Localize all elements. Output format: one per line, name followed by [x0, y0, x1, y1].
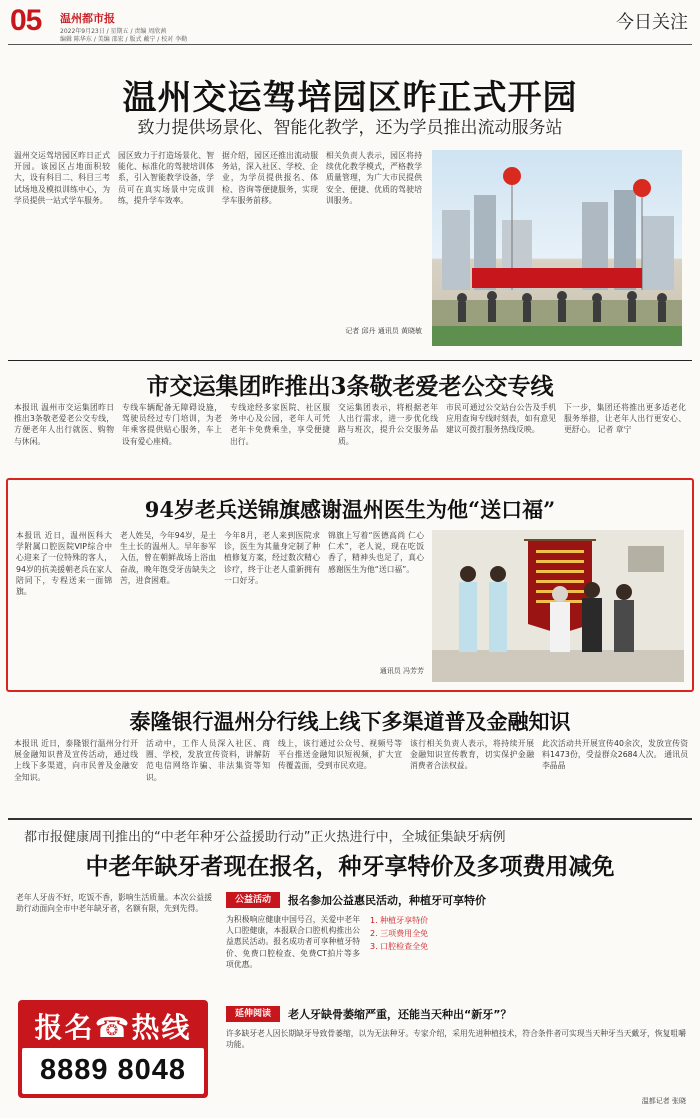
- article1-col-1: 温州交运驾培园区昨日正式开园。该园区占地面积较大，设有科目二、科目三考试场地及模拟训练中心，为学员提供一站式学车服务。: [14, 151, 110, 205]
- article3-col-3: 今年8月，老人来到医院求诊，医生为其量身定制了种植修复方案，经过数次精心诊疗，终于让老人重新拥有一口好牙。: [224, 531, 320, 585]
- hotline-box: [18, 1000, 208, 1098]
- article4-col-4: 该行相关负责人表示，将持续开展金融知识宣传教育，切实保护金融消费者合法权益。: [410, 739, 534, 771]
- ad-section1-list: [370, 914, 510, 953]
- article1-subhead: 致力提供场景化、智能化教学，还为学员推出流动服务站: [137, 118, 563, 138]
- ad-section2-text: 许多缺牙老人因长期缺牙导致骨萎缩，以为无法种牙。专家介绍，采用先进种植技术，符合条件者可实现当天种牙当天戴牙，恢复咀嚼功能。: [226, 1029, 686, 1050]
- article4-headline: 泰隆银行温州分行线上线下多渠道普及金融知识: [129, 709, 571, 734]
- date-line: 2022年9月23日 / 星期五 / 责编 周欣茜: [60, 28, 167, 35]
- masthead: [0, 0, 700, 46]
- masthead-divider: [8, 44, 692, 45]
- article1-byline: 记者 邱丹 通讯员 黄晓敏: [345, 327, 422, 335]
- hotline-label: 报名☎热线: [34, 1011, 192, 1044]
- article1-col-4: 相关负责人表示，园区将持续优化教学模式，严格教学质量管理，为广大市民提供安全、便捷、优质的驾驶培训服务。: [326, 151, 422, 205]
- article3-col-1: 本报讯 近日，温州医科大学附属口腔医院VIP综合中心迎来了一位特殊的客人，94岁的抗美援朝老兵在家人陪同下，专程送来一面锦旗。: [16, 531, 112, 597]
- article4-col-3: 线上，该行通过公众号、视频号等平台推送金融知识短视频，扩大宣传覆盖面，受到市民欢迎。: [278, 739, 402, 771]
- article3-photo: [432, 530, 684, 682]
- article3-headline: 94岁老兵送锦旗感谢温州医生为他“送口福”: [144, 497, 556, 522]
- driving-school-scene: [432, 150, 682, 346]
- article3-col-4: 锦旗上写着“医德高尚 仁心仁术”，老人说，现在吃饭香了，精神头也足了，真心感谢医生为他“送口福”。: [328, 531, 424, 574]
- ad-section1-title: 报名参加公益惠民活动，种植牙可享特价: [288, 894, 486, 907]
- article2-col-5: 市民可通过公交站台公告及手机应用查询专线时刻表，如有意见建议可拨打服务热线反映。: [446, 403, 556, 435]
- article4-col-2: 活动中，工作人员深入社区、商圈、学校，发放宣传资料，讲解防范电信网络诈骗、非法集资等知识。: [146, 739, 270, 782]
- ad-section1-item-3: 3. 口腔检查全免: [370, 942, 429, 951]
- ad-section1-item-2: 2. 三项费用全免: [370, 929, 429, 938]
- ad-intro: 老年人牙齿不好，吃饭不香，影响生活质量。本次公益援助行动面向全市中老年缺牙者，名额有限，先到先得。: [16, 893, 212, 914]
- hotline-number: 8889 8048: [39, 1054, 187, 1086]
- article3-col-2: 老人姓吴，今年94岁，是土生土长的温州人。早年参军入伍，曾在朝鲜战场上浴血奋战，晚年饱受牙齿缺失之苦，进食困难。: [120, 531, 216, 585]
- article1-col-3: 据介绍，园区还推出流动服务站，深入社区、学校、企业，为学员提供报名、体检、咨询等便捷服务，实现学车服务前移。: [222, 151, 318, 205]
- article4-col-5: 此次活动共开展宣传40余次，发放宣传资料1473份，受益群众2684人次。 通讯员 李晶晶: [542, 739, 688, 771]
- ad-headline: 中老年缺牙者现在报名，种牙享特价及多项费用减免: [85, 853, 615, 880]
- article1-headline: 温州交运驾培园区昨正式开园: [122, 78, 578, 118]
- article2-col-2: 专线车辆配备无障碍设施，驾驶员经过专门培训，为老年乘客提供贴心服务，车上设有爱心座椅。: [122, 403, 222, 446]
- article4-col-1: 本报讯 近日，泰隆银行温州分行开展金融知识普及宣传活动，通过线上线下多渠道，向市民普及金融安全知识。: [14, 739, 138, 782]
- article2-headline: 市交运集团昨推出3条敬老爱老公交专线: [146, 373, 554, 400]
- divider-1: [8, 360, 692, 361]
- banner-ceremony-scene: [432, 530, 684, 682]
- article1-photo: [432, 150, 682, 346]
- ad-section2-tag: 延伸阅读: [226, 1006, 280, 1022]
- ad-section1-item-1: 1. 种植牙享特价: [370, 916, 429, 925]
- ad-section1-tag: 公益活动: [226, 892, 280, 908]
- article1-col-2: 园区致力于打造场景化、智能化、标准化的驾驶培训体系，引入智能教学设备，学员可在真实场景中完成训练，提升学车效率。: [118, 151, 214, 205]
- ad-section1-text: 为积极响应健康中国号召，关爱中老年人口腔健康，本报联合口腔机构推出公益惠民活动。报名成功者可享种植牙特价、免费口腔检查、免费CT拍片等多项优惠。: [226, 915, 360, 969]
- article2-col-6: 下一步，集团还将推出更多适老化服务举措，让老年人出行更安心、更舒心。 记者 章宁: [564, 403, 686, 435]
- ad-byline: 温都记者 张晓: [641, 1097, 686, 1105]
- editor-line: 编辑 陈华东 / 美编 邵宏 / 版式 戴宁 / 校对 李勤: [60, 36, 188, 43]
- divider-2: [8, 818, 692, 820]
- hotline-number-panel: [22, 1048, 204, 1094]
- article3-byline: 通讯员 冯芳芳: [379, 667, 424, 675]
- article2-col-4: 交运集团表示，将根据老年人出行需求，进一步优化线路与班次，提升公交服务品质。: [338, 403, 438, 446]
- article2-col-1: 本报讯 温州市交运集团昨日推出3条敬老爱老公交专线，方便老年人出行就医、购物与休闲。: [14, 403, 114, 446]
- paper-name: 温州都市报: [60, 12, 115, 25]
- ad-section2-title: 老人牙缺骨萎缩严重，还能当天种出“新牙”？: [288, 1008, 512, 1021]
- section-title: 今日关注: [616, 12, 688, 33]
- article2-col-3: 专线途经多家医院、社区服务中心及公园，老年人可凭老年卡免费乘坐，享受便捷出行。: [230, 403, 330, 446]
- ad-kicker: 都市报健康周刊推出的“中老年种牙公益援助行动”正火热进行中，全城征集缺牙病例: [24, 830, 506, 845]
- page-number: 05: [10, 4, 42, 37]
